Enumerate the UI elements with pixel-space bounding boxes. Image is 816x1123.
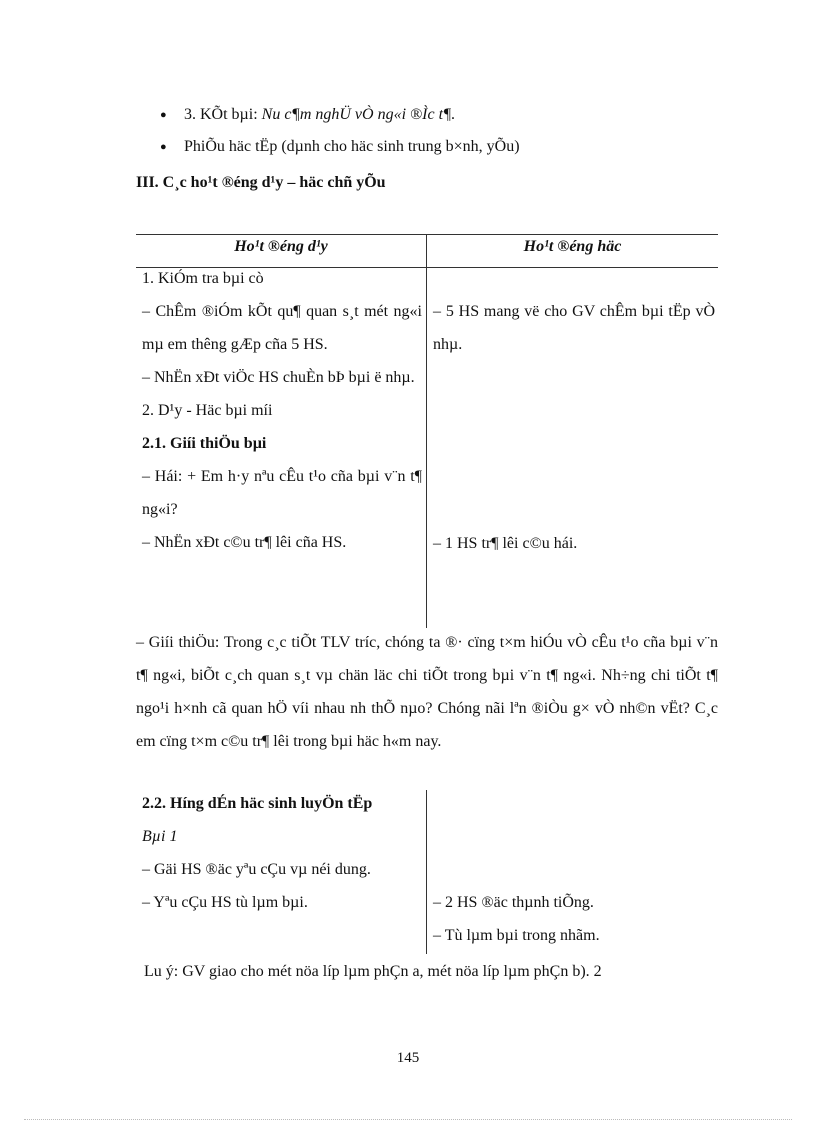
table-row: – 5 HS mang vë cho GV chÊm bµi tËp vÒ nhµ.	[433, 303, 715, 353]
table-column-divider	[426, 790, 427, 954]
table-row: – Gäi HS ®äc yªu cÇu vµ néi dung.	[142, 861, 371, 878]
bullet-item: ● 3. KÕt bµi: Nu c¶m nghÜ vÒ ng«i ®Ìc t¶.	[160, 104, 520, 136]
note-paragraph: Lu ý: GV giao cho mét nöa líp lµm phÇn a, mét nöa líp lµm phÇn b). 2	[144, 963, 602, 980]
section-heading: III. C¸c ho¹t ®éng d¹y – häc chñ yÕu	[136, 174, 386, 191]
teacher-column	[142, 262, 422, 559]
intro-paragraph: – Giíi thiÖu: Trong c¸c tiÕt TLV tríc, chóng ta ®· cïng t×m hiÓu vÒ cÊu t¹o cña bµi v¨n t¶ ng«i, biÕt c¸ch quan s¸t vµ chän läc chi tiÕt trong bµi v¨n t¶ ng«i. Nh÷ng chi tiÕt t¶ ngo¹i h×nh cã quan hÖ víi nhau nh thÕ nµo? Chóng nãi lªn ®iÒu g× vÒ nh©n vËt? C¸c em cïng t×m c©u tr¶ lêi trong bµi häc h«m nay.	[136, 634, 718, 750]
materials-list	[160, 104, 520, 168]
table-row: – 1 HS tr¶ lêi c©u hái.	[433, 535, 578, 552]
table-row: – ChÊm ®iÓm kÕt qu¶ quan s¸t mét ng«i mµ em thêng gÆp cña 5 HS.	[142, 303, 422, 353]
header-student-activity: Ho¹t ®éng häc	[523, 238, 622, 255]
table-row: – 2 HS ®äc thµnh tiÕng.	[433, 894, 594, 911]
student-column	[433, 886, 715, 952]
table-row: Bµi 1	[142, 828, 178, 845]
bullet-item: ● PhiÕu häc tËp (dµnh cho häc sinh trung b×nh, yÕu)	[160, 136, 520, 168]
table-row: – Tù lµm bµi trong nhãm.	[433, 927, 600, 944]
table-top-border	[136, 234, 718, 235]
footer-divider	[24, 1119, 792, 1120]
table-row: – Yªu cÇu HS tù lµm bµi.	[142, 894, 308, 911]
table-row: 1. KiÓm tra bµi cò	[142, 270, 264, 287]
table-row: – NhËn xÐt c©u tr¶ lêi cña HS.	[142, 534, 347, 551]
table-row: 2.2. Híng dÉn häc sinh luyÖn tËp	[142, 795, 373, 812]
table-row: 2. D¹y - Häc bµi míi	[142, 402, 273, 419]
table-row: – NhËn xÐt viÖc HS chuÈn bÞ bµi ë nhµ.	[142, 369, 415, 386]
table-column-divider	[426, 234, 427, 628]
table-row: – Hái: + Em h·y nªu cÊu t¹o cña bµi v¨n t¶ ng«i?	[142, 468, 422, 518]
header-teacher-activity: Ho¹t ®éng d¹y	[234, 238, 328, 255]
page-number: 145	[396, 1050, 420, 1066]
student-column-row1	[433, 295, 715, 361]
table-row: 2.1. Giíi thiÖu bµi	[142, 435, 267, 452]
teacher-column	[142, 787, 422, 919]
student-column-row2	[433, 527, 715, 560]
